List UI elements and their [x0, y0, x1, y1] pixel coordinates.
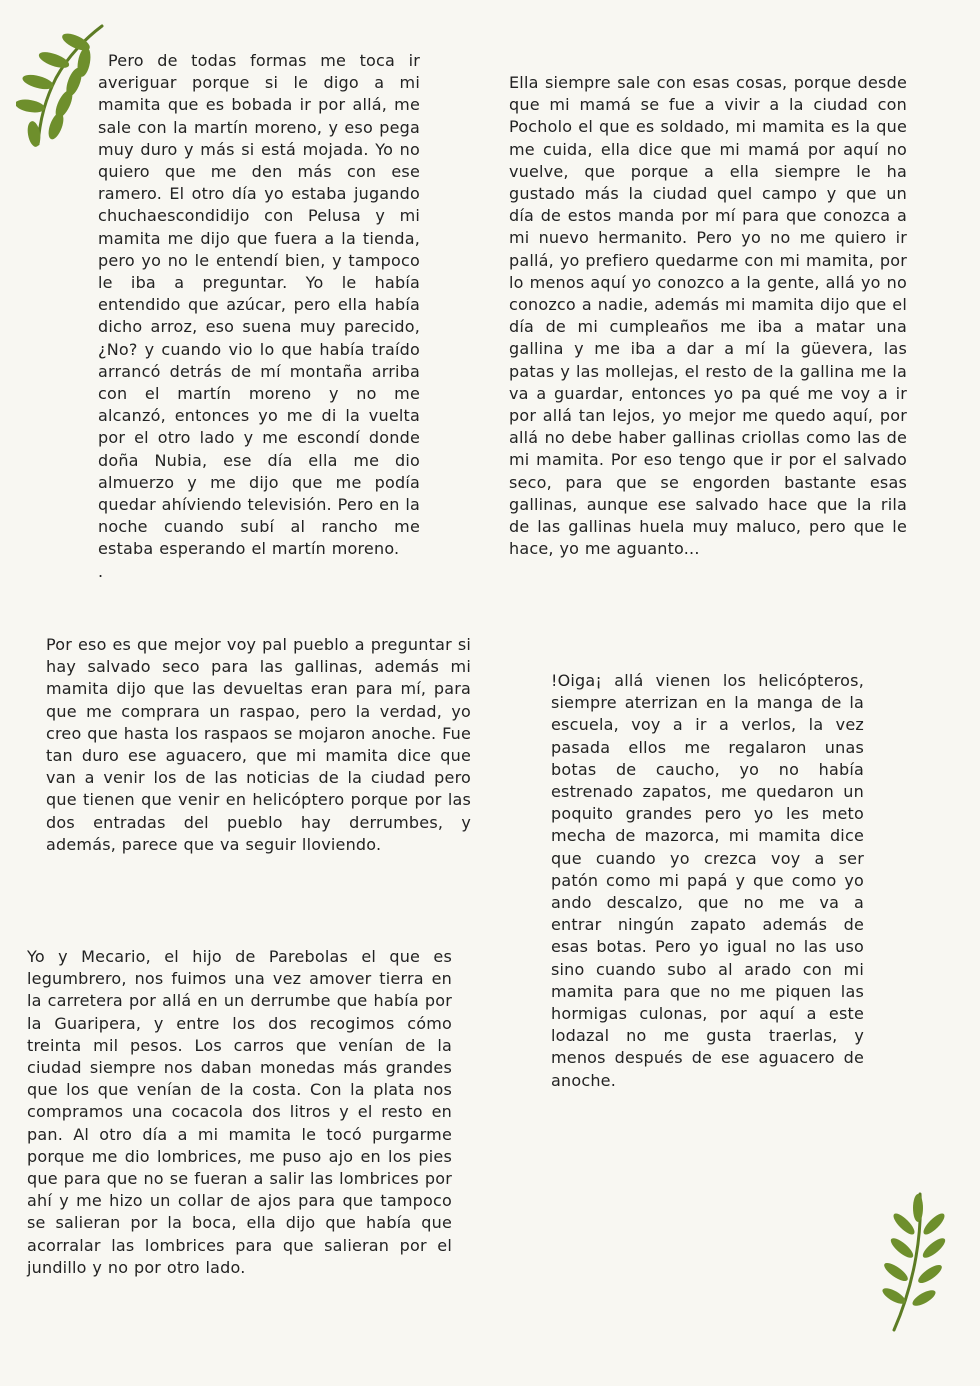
story-paragraph-2: Ella siempre sale con esas cosas, porque desde que mi mamá se fue a vivir a la ciudad con Pocholo el que es soldado, mi mamita es la que me cuida, ella dice que mi mamá por aquí no vuelve, que porque a ella siempre le ha gustado más la ciudad quel campo y que un día de estos manda por mí para que conozca a mi nuevo hermanito. Pero yo no me quiero ir pallá, yo prefiero quedarme con mi mamita, por lo menos aquí yo conozco a la gente, allá yo no conozco a nadie, además mi mamita dijo que el día de mi cumpleaños me iba a matar una gallina y me iba a dar a mí la güevera, las patas y las mollejas, el resto de la gallina me la va a guardar, entonces yo pa qué me voy a ir por allá tan lejos, yo mejor me quedo aquí, por allá no debe haber gallinas criollas como las de mi mamita. Por eso tengo que ir por el salvado seco, para que se engorden bastante esas gallinas, aunque ese salvado hace que la rila de las gallinas huela muy maluco, pero que le hace, yo me aguanto...: [509, 73, 907, 559]
leaf-branch-icon: [880, 1190, 950, 1340]
story-paragraph-4: !Oiga¡ allá vienen los helicópteros, siempre aterrizan en la manga de la escuela, voy a ir a verlos, la vez pasada ellos me regalaron unas botas de caucho, yo no había estrenado zapatos, me quedaron un poquito grandes pero yo les meto mecha de mazorca, mi mamita dice que cuando yo crezca voy a ser patón como mi papá y que como yo ando descalzo, que no me va a entrar ningún zapato además de esas botas. Pero yo igual no las uso sino cuando subo al arado con mi mamita para que no me piquen las hormigas culonas, por aquí a este lodazal no me gusta traerlas, y menos después de ese aguacero de anoche.: [551, 671, 864, 1090]
story-paragraph-3: Por eso es que mejor voy pal pueblo a preguntar si hay salvado seco para las gallinas, además mi mamita dijo que las devueltas eran para mí, para que me comprara un raspao, pero la verdad, yo creo que hasta los raspaos se mojaron anoche. Fue tan duro ese aguacero, que mi mamita dice que van a venir los de las noticias de la ciudad pero que tienen que venir en helicóptero porque por las dos entradas del pueblo hay derrumbes, y además, parece que va seguir lloviendo.: [46, 635, 471, 854]
story-paragraph-1: [98, 50, 420, 583]
paragraph-1-text: Pero de todas formas me toca ir averiguar porque si le digo a mi mamita que es bobada ir por allá, me sale con la martín moreno, y eso pega muy duro y más si está mojada. Yo no quiero que me den más con ese ramero. El otro día yo estaba jugando chuchaescondidijo con Pelusa y mi mamita me dijo que fuera a la tienda, pero yo no le entendí bien, y tampoco le iba a preguntar. Yo le había entendido que azúcar, pero ella había dicho arroz, eso suena muy parecido, ¿No? y cuando vio lo que había traído arrancó detrás de mí montaña arriba con el martín moreno y no me alcanzó, entonces yo me di la vuelta por el otro lado y me escondí donde doña Nubia, ese día ella me dio almuerzo y me dijo que me podía quedar ahíviendo televisión. Pero en la noche cuando subí al rancho me estaba esperando el martín moreno.: [98, 51, 420, 559]
paragraph-1-trailing-dot: .: [98, 561, 104, 581]
story-paragraph-5: Yo y Mecario, el hijo de Parebolas el que es legumbrero, nos fuimos una vez amover tierra en la carretera por allá en un derrumbe que había por la Guaripera, y entre los dos recogimos cómo treinta mil pesos. Los carros que venían de la ciudad siempre nos daban monedas más grandes que los que venían de la costa. Con la plata nos compramos una cocacola dos litros y el resto en pan. Al otro día a mi mamita le tocó purgarme porque me dio lombrices, me puso ajo en los pies que para que no se fueran a salir las lombrices por ahí y me hizo un collar de ajos para que tampoco se salieran por la boca, ella dijo que había que acorralar las lombrices para que salieran por el jundillo y no por otro lado.: [27, 947, 452, 1277]
